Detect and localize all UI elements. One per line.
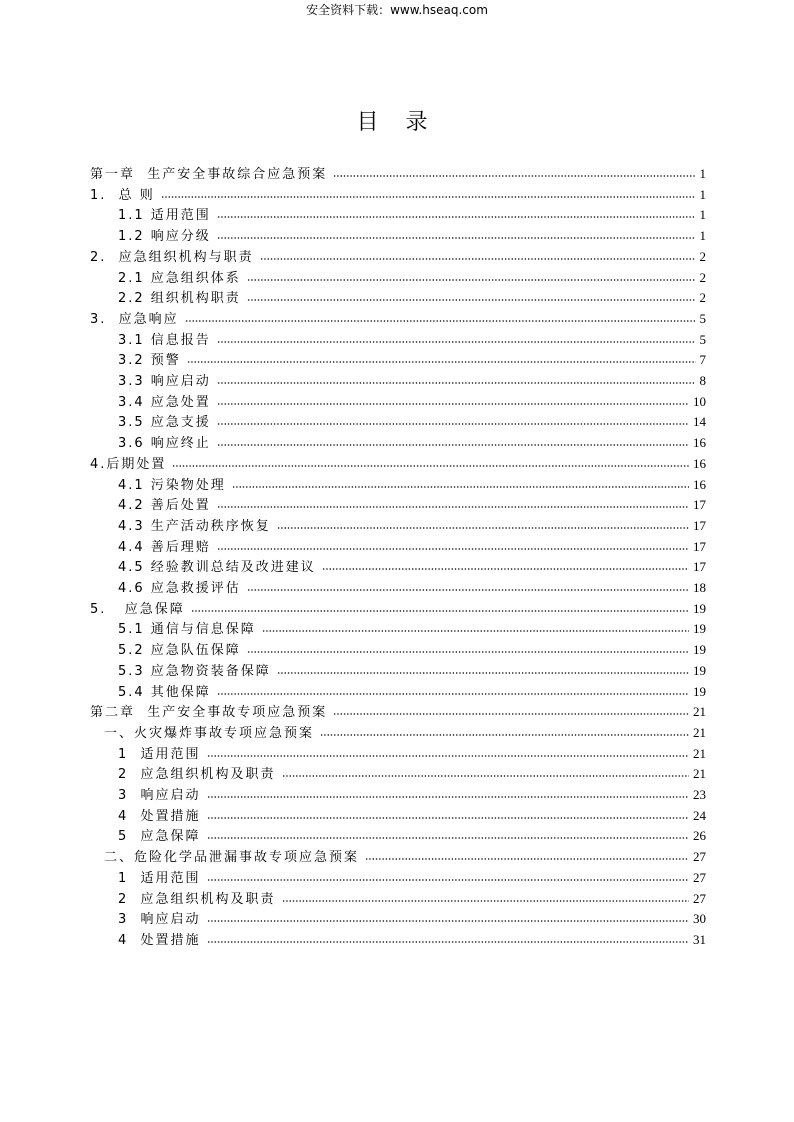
toc-dot-leader	[322, 568, 689, 570]
toc-entry-label: 4.3 生产活动秩序恢复	[118, 518, 271, 534]
toc-dot-leader	[207, 837, 689, 839]
toc-entry-label: 2 应急组织机构及职责	[118, 891, 276, 907]
toc-entry-label: 4 处置措施	[118, 932, 201, 948]
toc-page-number: 21	[693, 724, 706, 740]
toc-dot-leader	[217, 693, 689, 695]
toc-entry-label: 3.3 响应启动	[118, 374, 211, 389]
toc-entry[interactable]	[118, 203, 706, 223]
toc-dot-leader	[217, 216, 696, 218]
toc-page-number: 19	[693, 621, 706, 637]
toc-dot-leader	[282, 900, 689, 902]
toc-page-number: 21	[693, 704, 706, 720]
toc-entry-label: 3.2 预警	[118, 353, 181, 369]
toc-entry[interactable]	[118, 762, 706, 782]
toc-entry-label: 4.后期处置	[90, 456, 167, 472]
toc-dot-leader	[333, 713, 689, 715]
toc-page-number: 21	[693, 766, 706, 782]
toc-dot-leader	[247, 651, 689, 653]
toc-entry[interactable]	[90, 162, 706, 182]
toc-entry-label: 1 适用范围	[118, 870, 201, 886]
toc-entry[interactable]	[118, 493, 706, 513]
toc-page-number: 1	[699, 228, 706, 244]
toc-dot-leader	[217, 237, 696, 239]
toc-dot-leader	[185, 320, 696, 322]
toc-dot-leader	[207, 796, 689, 798]
toc-entry-label: 4 处置措施	[118, 808, 201, 824]
toc-page-number: 23	[693, 787, 706, 802]
toc-entry[interactable]	[118, 866, 706, 886]
toc-dot-leader	[207, 755, 689, 757]
toc-entry[interactable]	[118, 638, 706, 658]
toc-dot-leader	[217, 403, 689, 405]
toc-entry-label: 1 适用范围	[118, 746, 201, 762]
toc-entry-label: 4.2 善后处置	[118, 498, 211, 514]
toc-dot-leader	[207, 920, 689, 922]
toc-entry-label: 2. 应急组织机构与职责	[90, 249, 254, 265]
toc-page-number: 16	[693, 476, 706, 492]
toc-entry-label: 2.1 应急组织体系	[118, 270, 241, 286]
toc-entry-label: 5 应急保障	[118, 829, 201, 845]
toc-page-number: 16	[693, 455, 706, 471]
toc-dot-leader	[187, 361, 696, 363]
toc-dot-leader	[247, 299, 696, 301]
toc-dot-leader	[207, 879, 689, 881]
toc-page-number: 19	[693, 683, 706, 699]
toc-entry-label: 1.2 响应分级	[118, 229, 211, 245]
toc-dot-leader	[217, 506, 689, 508]
toc-entry-label: 一、火灾爆炸事故专项应急预案	[104, 725, 315, 741]
toc-dot-leader	[247, 589, 689, 591]
toc-entry-label: 4.4 善后理赔	[118, 539, 211, 555]
toc-page-number: 1	[699, 186, 706, 202]
toc-entry-label: 3.5 应急支援	[118, 415, 211, 431]
toc-dot-leader	[277, 527, 689, 529]
toc-entry[interactable]	[118, 286, 706, 306]
toc-entry-label: 4.6 应急救援评估	[118, 581, 241, 596]
toc-page-number: 2	[699, 248, 706, 264]
toc-entry[interactable]	[118, 907, 706, 927]
toc-entry-label: 2.2 组织机构职责	[118, 291, 241, 307]
toc-entry[interactable]	[90, 307, 706, 327]
toc-entry-label: 第一章 生产安全事故综合应急预案	[90, 167, 328, 182]
toc-page-number: 1	[699, 207, 706, 223]
toc-page-number: 27	[693, 849, 706, 865]
toc-entry[interactable]	[118, 824, 706, 844]
toc-entry-label: 3 响应启动	[118, 788, 201, 803]
toc-entry-label: 3. 应急响应	[90, 311, 179, 327]
toc-page-number: 18	[693, 580, 706, 595]
toc-page-number: 8	[699, 373, 706, 388]
toc-dot-leader	[191, 610, 689, 612]
toc-page-number: 17	[693, 559, 706, 575]
toc-entry[interactable]	[118, 742, 706, 762]
toc-dot-leader	[320, 734, 689, 736]
toc-page-number: 27	[693, 869, 706, 885]
toc-page-number: 31	[693, 931, 706, 947]
toc-dot-leader	[260, 258, 696, 260]
toc-entry-label: 5.2 应急队伍保障	[118, 643, 241, 659]
toc-page-number: 19	[693, 662, 706, 678]
toc-dot-leader	[217, 341, 696, 343]
toc-entry[interactable]	[90, 700, 706, 720]
toc-entry[interactable]	[90, 245, 706, 265]
toc-entry[interactable]	[90, 183, 706, 203]
toc-page-number: 5	[699, 310, 706, 326]
toc-dot-leader	[217, 423, 689, 425]
toc-dot-leader	[333, 175, 695, 177]
toc-entry[interactable]	[118, 928, 706, 948]
toc-entry-label: 1. 总 则	[90, 187, 155, 203]
toc-entry[interactable]	[118, 431, 706, 451]
toc-entry[interactable]	[118, 410, 706, 430]
toc-entry-label: 3.6 响应终止	[118, 436, 211, 452]
toc-entry[interactable]	[118, 369, 706, 389]
toc-entry-label: 3.1 信息报告	[118, 332, 211, 348]
toc-page-number: 19	[693, 642, 706, 658]
toc-entry[interactable]	[118, 266, 706, 286]
toc-entry-label: 二、危险化学品泄漏事故专项应急预案	[104, 850, 360, 866]
toc-entry[interactable]	[104, 845, 706, 865]
toc-entry[interactable]	[118, 617, 706, 637]
toc-dot-leader	[161, 196, 696, 198]
toc-dot-leader	[365, 858, 689, 860]
toc-dot-leader	[207, 941, 689, 943]
toc-entry[interactable]	[118, 887, 706, 907]
toc-entry[interactable]	[118, 680, 706, 700]
toc-page-number: 17	[693, 517, 706, 533]
toc-entry[interactable]	[118, 514, 706, 534]
toc-entry-label: 1.1 适用范围	[118, 208, 211, 224]
page-title: 目 录	[356, 110, 438, 135]
toc-entry-label: 5. 应急保障	[90, 601, 185, 617]
toc-entry-label: 3.4 应急处置	[118, 394, 211, 410]
toc-page-number: 21	[693, 745, 706, 761]
toc-dot-leader	[277, 672, 689, 674]
toc-entry-label: 4.5 经验教训总结及改进建议	[118, 560, 316, 576]
toc-dot-leader	[207, 817, 689, 819]
toc-page-number: 7	[699, 352, 706, 368]
toc-dot-leader	[217, 548, 689, 550]
toc-page-number: 2	[699, 269, 706, 285]
toc-page-number: 26	[693, 828, 706, 844]
toc-entry[interactable]	[90, 597, 706, 617]
toc-page-number: 16	[693, 435, 706, 451]
toc-page-number: 5	[699, 331, 706, 347]
toc-entry[interactable]	[118, 783, 706, 803]
toc-entry-label: 5.4 其他保障	[118, 684, 211, 700]
toc-dot-leader	[172, 465, 689, 467]
toc-entry[interactable]	[118, 804, 706, 824]
toc-entry-label: 4.1 污染物处理	[118, 477, 226, 493]
toc-page-number: 27	[693, 890, 706, 906]
toc-entry[interactable]	[90, 452, 706, 472]
toc-page-number: 17	[693, 497, 706, 513]
toc-entry[interactable]	[118, 348, 706, 368]
toc-entry[interactable]	[118, 535, 706, 555]
site-header: 安全资料下载：www.hseaq.com	[306, 3, 488, 17]
toc-dot-leader	[282, 775, 689, 777]
toc-entry-label: 5.3 应急物资装备保障	[118, 663, 271, 679]
toc-entry[interactable]	[118, 555, 706, 575]
toc-entry-label: 5.1 通信与信息保障	[118, 622, 256, 638]
toc-page-number: 24	[693, 807, 706, 823]
toc-entry[interactable]	[118, 473, 706, 493]
toc-page-number: 17	[693, 538, 706, 554]
toc-entry-label: 2 应急组织机构及职责	[118, 767, 276, 783]
toc-entry[interactable]	[104, 721, 706, 741]
toc-page-number: 14	[693, 414, 706, 430]
toc-entry[interactable]	[118, 659, 706, 679]
toc-entry[interactable]	[118, 224, 706, 244]
toc-dot-leader	[232, 486, 689, 488]
toc-entry[interactable]	[118, 390, 706, 410]
toc-entry[interactable]	[118, 328, 706, 348]
toc-dot-leader	[217, 382, 696, 384]
toc-page-number: 30	[693, 911, 706, 927]
toc-page-number: 1	[699, 166, 706, 181]
toc-page-number: 19	[693, 600, 706, 616]
toc-page-number: 2	[699, 290, 706, 306]
toc-entry-label: 第二章 生产安全事故专项应急预案	[90, 705, 328, 721]
toc-dot-leader	[247, 279, 696, 281]
toc-dot-leader	[262, 630, 689, 632]
toc-dot-leader	[217, 444, 689, 446]
toc-entry[interactable]	[118, 576, 706, 596]
toc-entry-label: 3 响应启动	[118, 912, 201, 928]
toc-page-number: 10	[693, 393, 706, 409]
